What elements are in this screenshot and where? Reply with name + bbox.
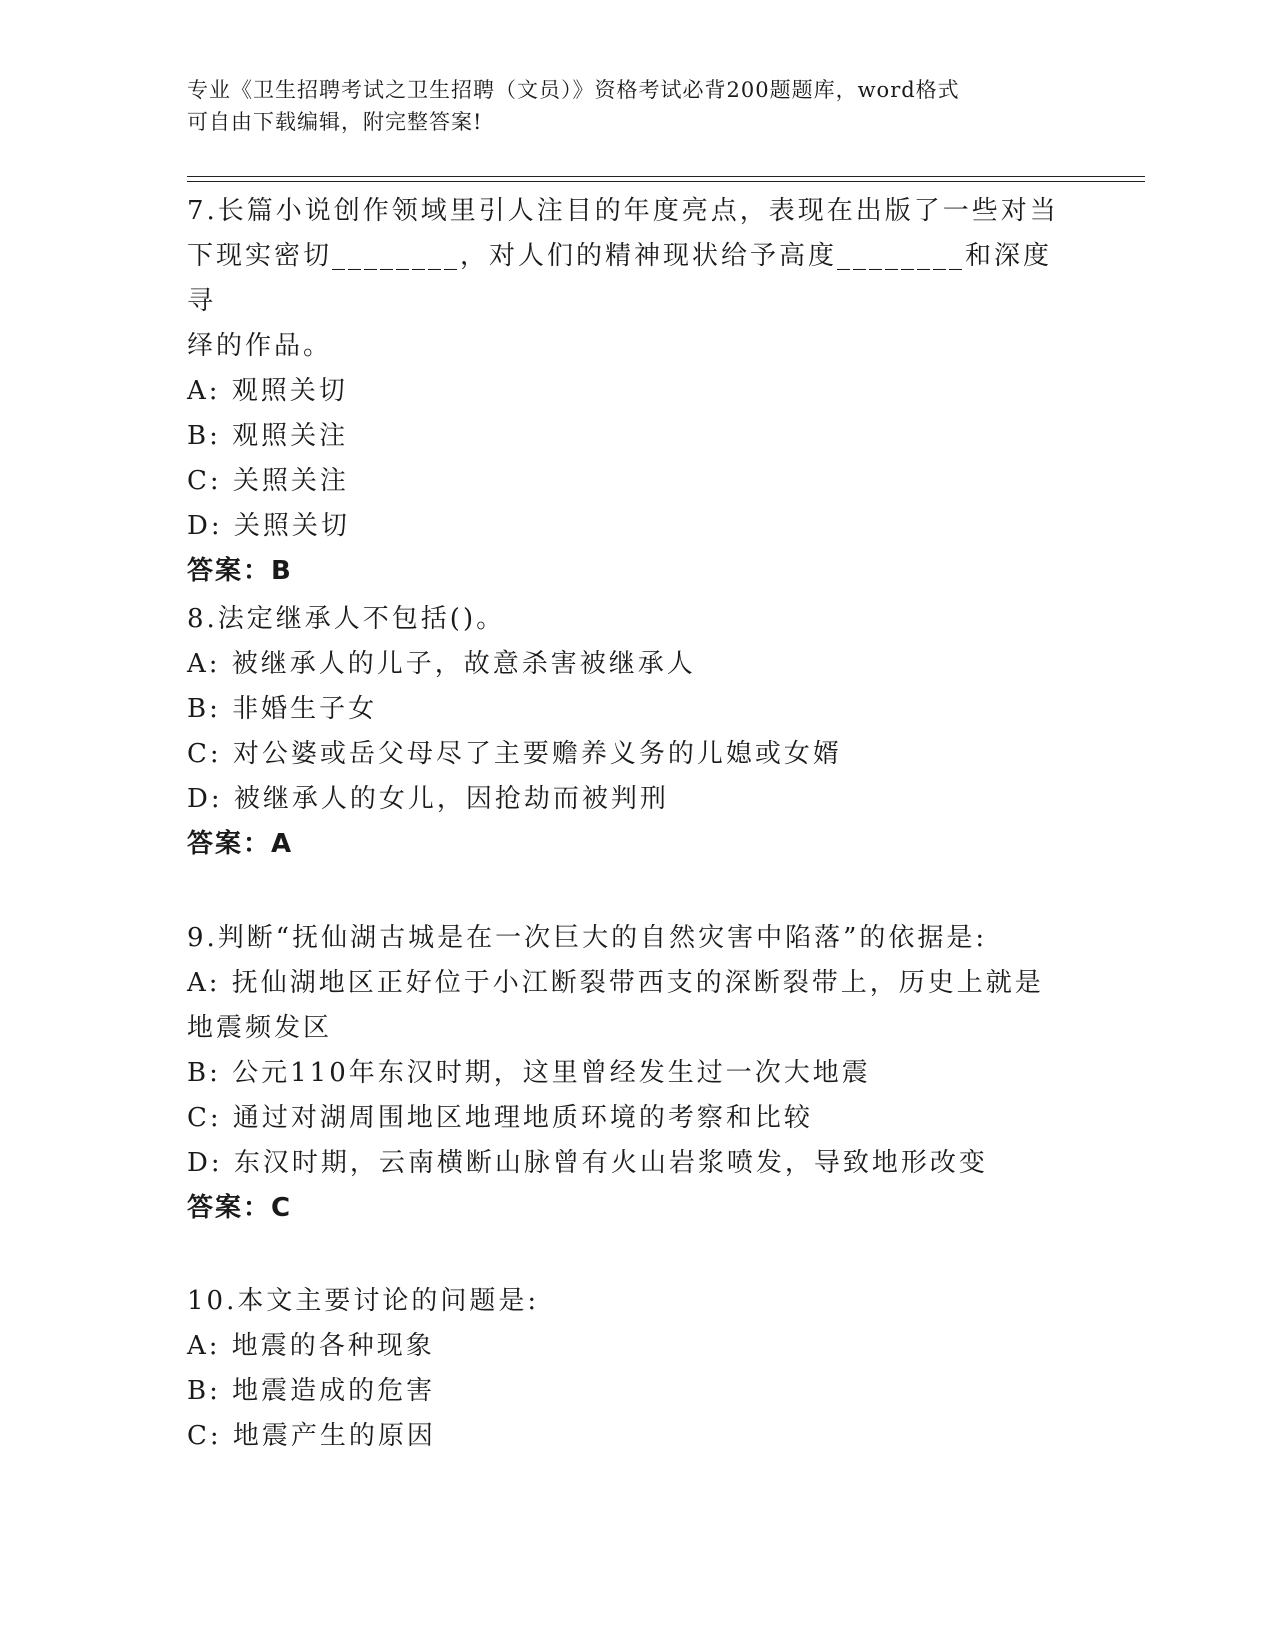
question-stem-line: 8.法定继承人不包括()。	[187, 604, 506, 634]
header-divider-top	[187, 176, 1145, 177]
question-stem-line: 9.判断“抚仙湖古城是在一次巨大的自然灾害中陷落”的依据是:	[187, 923, 988, 953]
option-d: D: 关照关切	[187, 511, 350, 541]
option-c: C: 关照关注	[187, 466, 349, 496]
question-7	[187, 189, 1067, 594]
question-8	[187, 597, 1067, 867]
option-a: A: 地震的各种现象	[187, 1331, 435, 1361]
header-divider-bottom	[187, 181, 1145, 182]
option-b: B: 观照关注	[187, 421, 349, 451]
question-stem-line: 7.长篇小说创作领域里引人注目的年度亮点，表现在出版了一些对当	[187, 196, 1059, 226]
option-a: A: 观照关切	[187, 376, 348, 406]
header-line-2: 可自由下载编辑，附完整答案!	[187, 110, 483, 134]
answer-line: 答案：C	[187, 1193, 293, 1223]
option-c: C: 地震产生的原因	[187, 1421, 436, 1451]
option-b: B: 公元110年东汉时期，这里曾经发生过一次大地震	[187, 1058, 871, 1088]
question-stem-line: 绎的作品。	[187, 331, 333, 361]
option-c: C: 对公婆或岳父母尽了主要赡养义务的儿媳或女婿	[187, 739, 842, 769]
option-d: D: 被继承人的女儿，因抢劫而被判刑	[187, 784, 669, 814]
answer-line: 答案：A	[187, 829, 294, 859]
option-a: A: 被继承人的儿子，故意杀害被继承人	[187, 649, 696, 679]
answer-line: 答案：B	[187, 556, 293, 586]
header-line-1: 专业《卫生招聘考试之卫生招聘（文员）》资格考试必背200题题库，word格式	[187, 78, 960, 102]
question-10	[187, 1279, 1067, 1459]
option-b: B: 非婚生子女	[187, 694, 378, 724]
document-header	[187, 74, 1087, 138]
option-a: A: 抚仙湖地区正好位于小江断裂带西支的深断裂带上，历史上就是地震频发区	[187, 968, 1044, 1043]
question-stem-line: 10.本文主要讨论的问题是:	[187, 1286, 540, 1316]
question-stem-line: 下现实密切________，对人们的精神现状给予高度________和深度寻	[187, 241, 1053, 316]
option-b: B: 地震造成的危害	[187, 1376, 436, 1406]
option-c: C: 通过对湖周围地区地理地质环境的考察和比较	[187, 1103, 813, 1133]
question-9	[187, 916, 1067, 1231]
option-d: D: 东汉时期，云南横断山脉曾有火山岩浆喷发，导致地形改变	[187, 1148, 988, 1178]
